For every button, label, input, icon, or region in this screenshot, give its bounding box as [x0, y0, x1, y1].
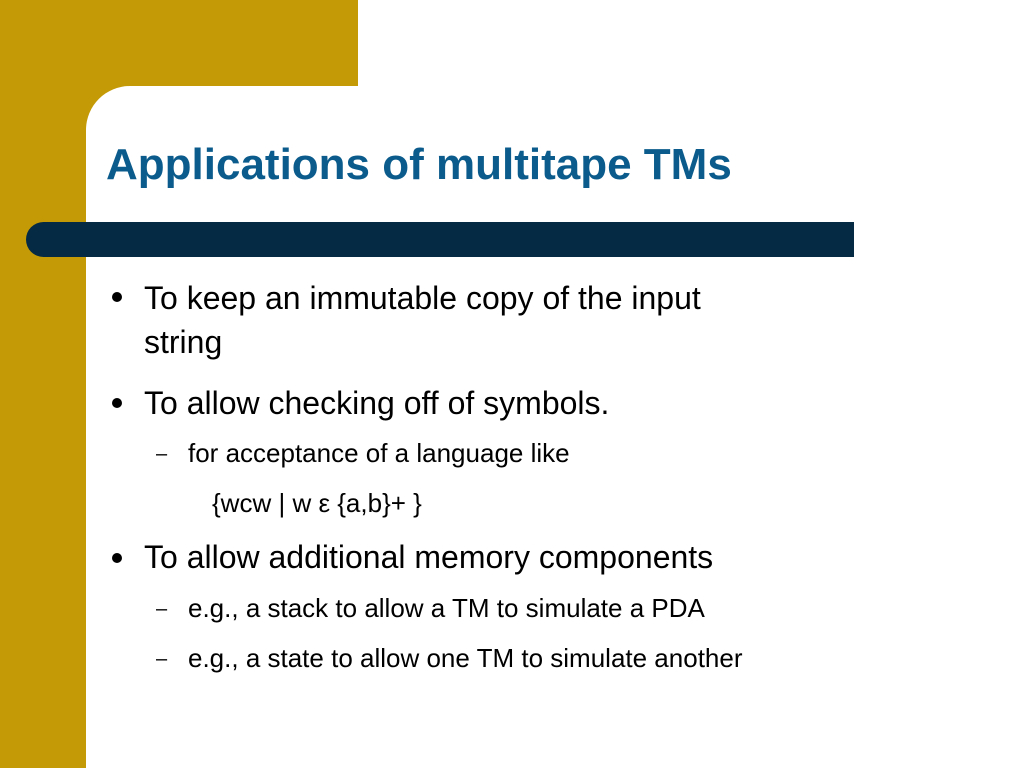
slide-title: Applications of multitape TMs: [106, 140, 732, 189]
title-underline-bar: [26, 222, 854, 257]
bullet-3-line-1: To allow additional memory components: [144, 539, 714, 575]
bullet-2-line-1: To allow checking off of symbols.: [144, 385, 610, 421]
bullet-1-line-1: To keep an immutable copy of the input: [144, 280, 701, 316]
sub-bullet-dash: –: [156, 648, 168, 670]
bullet-2-sub-2: {wcw | w ε {a,b}+ }: [212, 488, 422, 518]
bullet-2-sub-1: for acceptance of a language like: [188, 438, 570, 468]
bullet-dot: [112, 292, 122, 302]
bullet-dot: [112, 553, 122, 563]
bullet-3-sub-2: e.g., a state to allow one TM to simulate another: [188, 643, 743, 673]
bullet-1-line-2: string: [144, 324, 223, 360]
bullet-dot: [112, 398, 122, 408]
sub-bullet-dash: –: [156, 443, 168, 465]
bullet-3-sub-1: e.g., a stack to allow a TM to simulate a PDA: [188, 593, 705, 623]
sub-bullet-dash: –: [156, 598, 168, 620]
